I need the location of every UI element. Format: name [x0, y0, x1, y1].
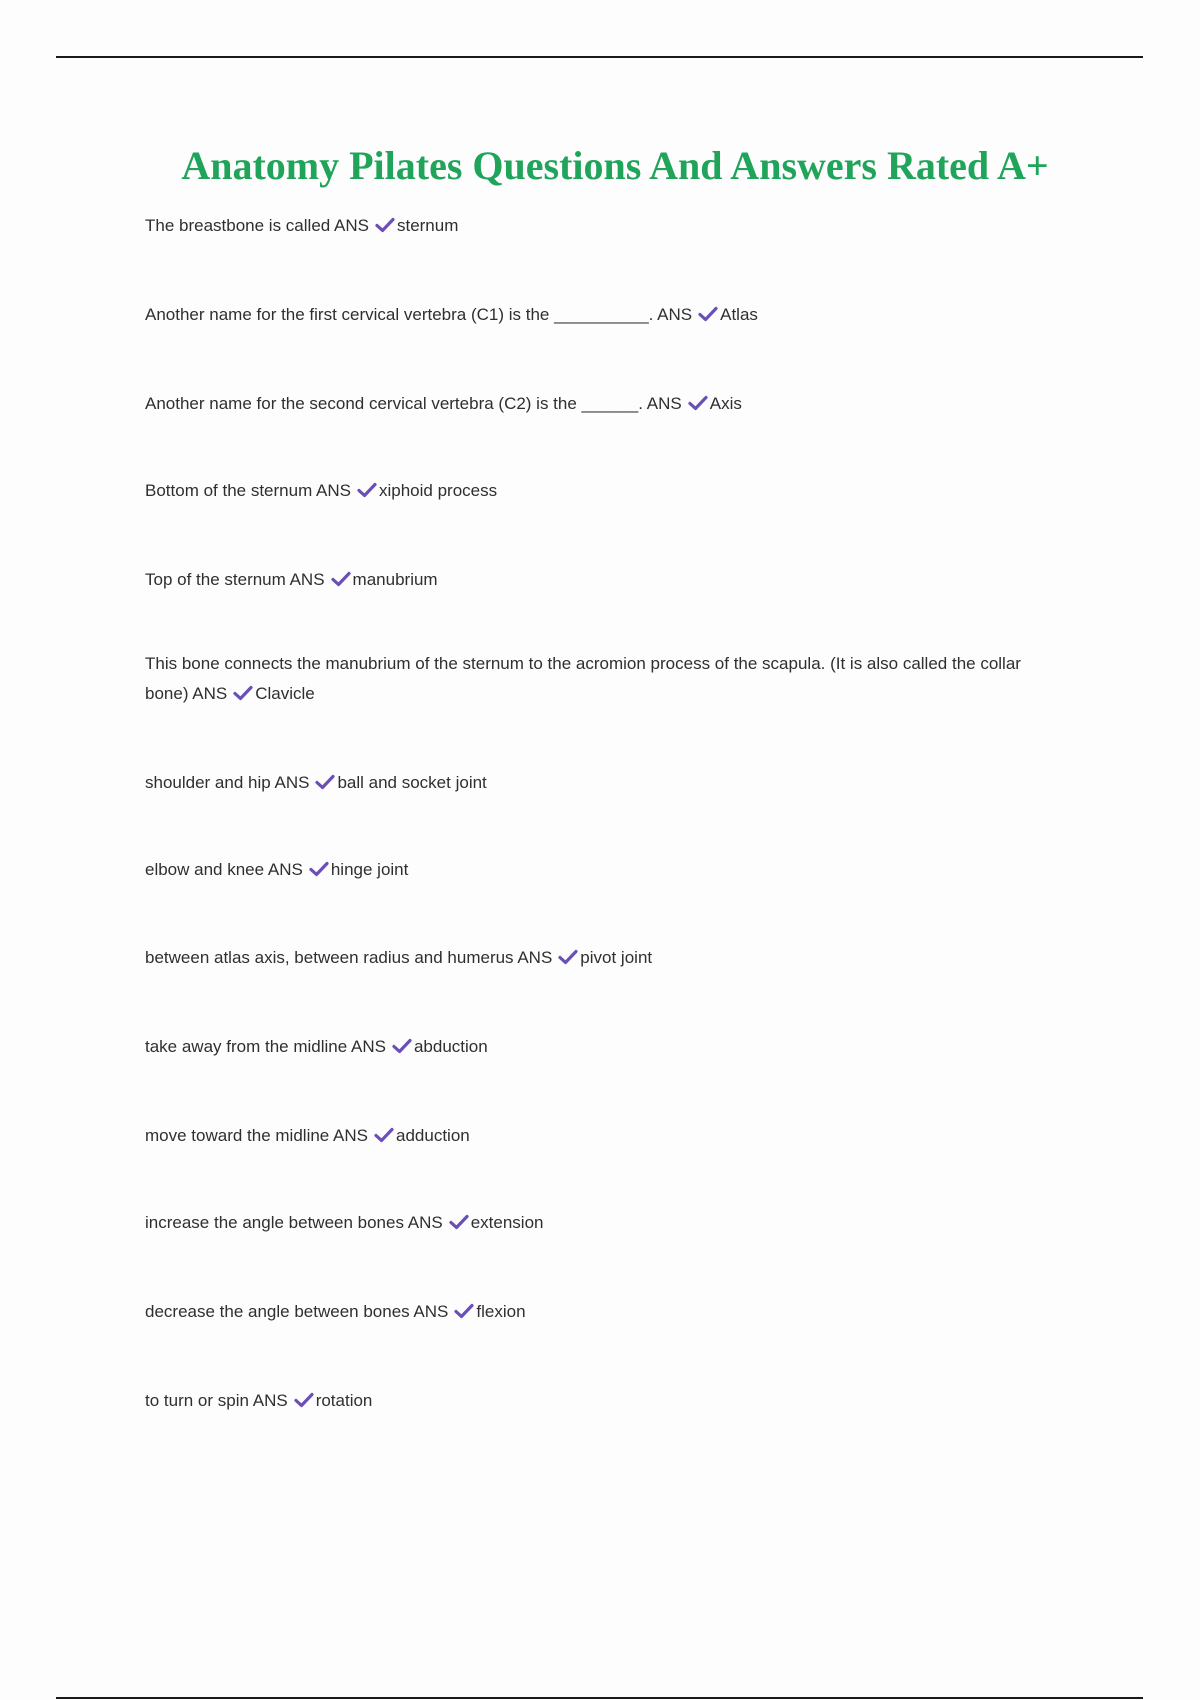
question-text: Another name for the first cervical vertebra (C1) is the __________. ANS — [145, 305, 693, 324]
answer-text: hinge joint — [330, 860, 409, 879]
answer-text: Atlas — [720, 305, 758, 324]
checkmark-icon — [374, 1127, 394, 1143]
qa-item — [145, 565, 1065, 595]
question-text: elbow and knee ANS — [145, 860, 303, 879]
checkmark-icon — [558, 949, 578, 965]
answer-text: Axis — [709, 394, 742, 413]
checkmark-icon — [392, 1038, 412, 1054]
answer-text: extension — [470, 1213, 544, 1232]
qa-item — [145, 855, 1065, 885]
checkmark-icon — [331, 571, 351, 587]
question-text: This bone connects the manubrium of the sternum to the acromion process of the scapula. (It is also called the collar bone) ANS — [145, 654, 1021, 703]
qa-item — [145, 1297, 1065, 1327]
checkmark-icon — [449, 1214, 469, 1230]
answer-text: abduction — [413, 1037, 488, 1056]
question-text: Another name for the second cervical vertebra (C2) is the ______. ANS — [145, 394, 682, 413]
answer-text: rotation — [315, 1391, 373, 1410]
answer-text: adduction — [396, 1126, 470, 1145]
checkmark-icon — [315, 774, 335, 790]
document-title: Anatomy Pilates Questions And Answers Rated A+ — [181, 143, 1049, 188]
qa-item — [145, 1121, 1065, 1151]
checkmark-icon — [698, 306, 718, 322]
qa-item — [145, 300, 1065, 330]
checkmark-icon — [454, 1303, 474, 1319]
checkmark-icon — [294, 1392, 314, 1408]
checkmark-icon — [309, 861, 329, 877]
checkmark-icon — [233, 685, 253, 701]
qa-item — [145, 211, 1065, 241]
bottom-rule — [56, 1697, 1143, 1699]
top-rule — [56, 56, 1143, 58]
answer-text: ball and socket joint — [337, 773, 487, 792]
question-text: Bottom of the sternum ANS — [145, 481, 351, 500]
question-text: shoulder and hip ANS — [145, 773, 310, 792]
qa-item — [145, 476, 1065, 506]
question-text: take away from the midline ANS — [145, 1037, 386, 1056]
answer-text: pivot joint — [580, 948, 653, 967]
qa-item — [145, 1032, 1065, 1062]
question-text: Top of the sternum ANS — [145, 570, 325, 589]
answer-text: flexion — [476, 1302, 526, 1321]
question-text: between atlas axis, between radius and humerus ANS — [145, 948, 553, 967]
qa-item — [145, 649, 1065, 709]
qa-item — [145, 1386, 1065, 1416]
question-text: decrease the angle between bones ANS — [145, 1302, 449, 1321]
checkmark-icon — [375, 217, 395, 233]
question-text: The breastbone is called ANS — [145, 216, 369, 235]
question-text: increase the angle between bones ANS — [145, 1213, 443, 1232]
qa-item — [145, 1208, 1065, 1238]
qa-item — [145, 768, 1065, 798]
qa-item — [145, 389, 1065, 419]
qa-item — [145, 943, 1065, 973]
answer-text: xiphoid process — [378, 481, 498, 500]
answer-text: Clavicle — [255, 684, 315, 703]
checkmark-icon — [688, 395, 708, 411]
question-text: to turn or spin ANS — [145, 1391, 288, 1410]
checkmark-icon — [357, 482, 377, 498]
answer-text: manubrium — [352, 570, 438, 589]
answer-text: sternum — [396, 216, 459, 235]
question-text: move toward the midline ANS — [145, 1126, 368, 1145]
